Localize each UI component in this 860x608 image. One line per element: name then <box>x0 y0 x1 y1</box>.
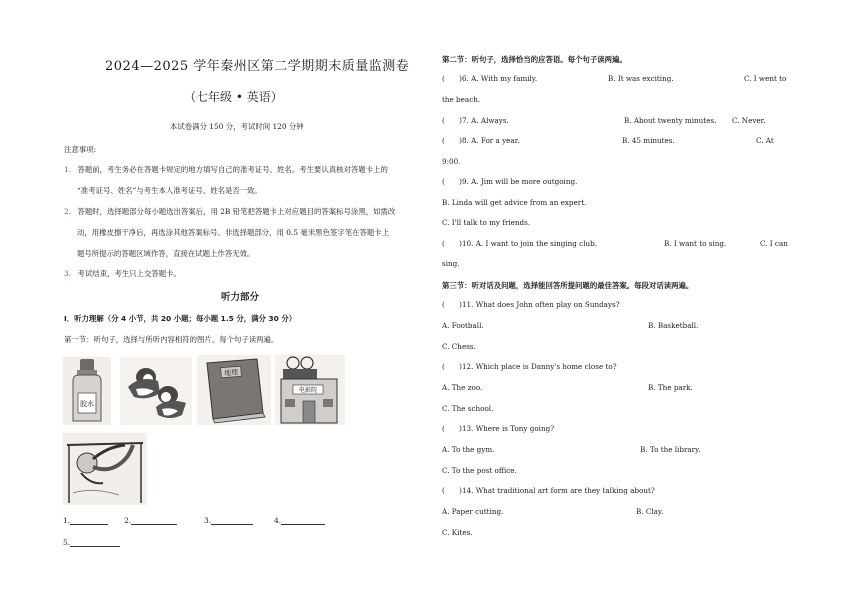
answer-blank-1[interactable]: 1. <box>63 516 108 525</box>
q11-option-b[interactable]: B. Basketball. <box>648 321 699 330</box>
answer-blank-3[interactable]: 3. <box>204 516 253 525</box>
listening-section-1: 第一节：听句子，选择与所听内容相符的图片。每个句子读两遍。 <box>64 335 279 344</box>
q13-option-c[interactable]: C. To the post office. <box>442 466 517 475</box>
notice-3-number: 3. <box>64 269 72 278</box>
answer-blank-2[interactable]: 2. <box>124 516 177 525</box>
answer-blank-4[interactable]: 4. <box>274 516 325 525</box>
q7-option-c[interactable]: C. Never. <box>732 116 766 125</box>
q14-stem: ( )14. What traditional art form are they talking about? <box>442 486 655 495</box>
notice-heading: 注意事项: <box>64 145 97 154</box>
glue-bottle-picture <box>63 357 111 425</box>
q10-option-c-cont: sing. <box>442 259 460 268</box>
q14-option-b[interactable]: B. Clay. <box>636 507 664 516</box>
q7-option-b[interactable]: B. About twenty minutes. <box>624 116 717 125</box>
score-info: 本试卷满分 150 分，考试时间 120 分钟 <box>170 122 304 131</box>
notice-2-line-1 <box>64 206 395 217</box>
q6-option-b[interactable]: B. It was exciting. <box>608 74 674 83</box>
q6-stem: ( )6. A. With my family. <box>442 74 538 83</box>
listening-heading: 听力部分 <box>221 292 260 303</box>
notice-1-number: 1. <box>64 165 72 174</box>
notice-3-line-1 <box>64 268 181 279</box>
notice-1-line-1 <box>64 164 388 175</box>
glue-label: 胶水 <box>80 400 94 408</box>
exam-title: 2024—2025 学年秦州区第二学期期末质量监测卷 <box>105 59 410 74</box>
notice-1-text: 答题前，考生务必在答题卡规定的地方填写自己的准考证号、姓名。考生要认真核对答题卡上的 <box>77 165 388 174</box>
book-label: 地理 <box>223 368 239 378</box>
q9-option-c[interactable]: C. I'll talk to my friends. <box>442 218 531 227</box>
q6-option-c-cont: the beach. <box>442 95 481 104</box>
cinema-building-picture <box>275 355 345 425</box>
listening-part-1: I．听力理解（分 4 小节，共 20 小题；每小题 1.5 分，满分 30 分） <box>64 314 297 323</box>
q8-option-c[interactable]: C. At <box>756 136 774 145</box>
q10-option-c[interactable]: C. I can <box>760 239 788 248</box>
q7-stem: ( )7. A. Always. <box>442 116 509 125</box>
cinema-label: 电影院 <box>298 387 318 394</box>
q9-stem: ( )9. A. Jim will be more outgoing. <box>442 177 578 186</box>
q13-option-b[interactable]: B. To the library. <box>640 445 701 454</box>
section-3-heading: 第三节：听对话及问题，选择能回答所提问题的最佳答案。每段对话读两遍。 <box>442 281 694 290</box>
notice-2-text: 答题时，选择题部分每小题选出答案后，用 2B 铅笔把答题卡上对应题目的答案标号涂黑，如需改 <box>77 207 396 216</box>
notice-2-line-3: 题号所提示的答题区域作答，直接在试题上作答无效。 <box>77 249 255 258</box>
q13-option-a[interactable]: A. To the gym. <box>442 445 495 454</box>
notice-2-number: 2. <box>64 207 72 216</box>
geography-book-picture <box>197 355 271 425</box>
two-penguins-picture <box>120 357 192 425</box>
notice-3-text: 考试结束，考生只上交答题卡。 <box>77 269 181 278</box>
q14-option-c[interactable]: C. Kites. <box>442 528 473 537</box>
q11-option-a[interactable]: A. Football. <box>442 321 484 330</box>
notice-2-line-2: 动，用橡皮擦干净后，再选涂其他答案标号。非选择题部分，用 0.5 毫米黑色签字笔在答题卡上 <box>77 228 390 237</box>
q11-option-c[interactable]: C. Chess. <box>442 342 476 351</box>
q10-stem: ( )10. A. I want to join the singing club. <box>442 239 598 248</box>
exam-grade: （七年级 • 英语） <box>184 90 283 104</box>
q8-stem: ( )8. A. For a year. <box>442 136 520 145</box>
q8-option-c-cont: 9:00. <box>442 157 461 166</box>
q8-option-b[interactable]: B. 45 minutes. <box>622 136 675 145</box>
q11-stem: ( )11. What does John often play on Sundays? <box>442 300 620 309</box>
q12-option-b[interactable]: B. The park. <box>648 383 693 392</box>
q12-option-c[interactable]: C. The school. <box>442 404 494 413</box>
q6-option-c[interactable]: C. I went to <box>744 74 787 83</box>
q14-option-a[interactable]: A. Paper cutting. <box>442 507 504 516</box>
section-2-heading: 第二节：听句子，选择恰当的应答语。每个句子读两遍。 <box>442 55 627 64</box>
q13-stem: ( )13. Where is Tony going? <box>442 424 555 433</box>
notice-1-line-2: “准考证号、姓名”与考生本人准考证号、姓名是否一致。 <box>77 186 262 195</box>
answer-blank-5[interactable]: 5. <box>63 538 120 547</box>
q10-option-b[interactable]: B. I want to sing. <box>664 239 727 248</box>
boy-swinging-picture <box>63 433 147 505</box>
q12-option-a[interactable]: A. The zoo. <box>442 383 483 392</box>
q9-option-b[interactable]: B. Linda will get advice from an expert. <box>442 198 587 207</box>
q12-stem: ( )12. Which place is Danny's home close to? <box>442 362 617 371</box>
